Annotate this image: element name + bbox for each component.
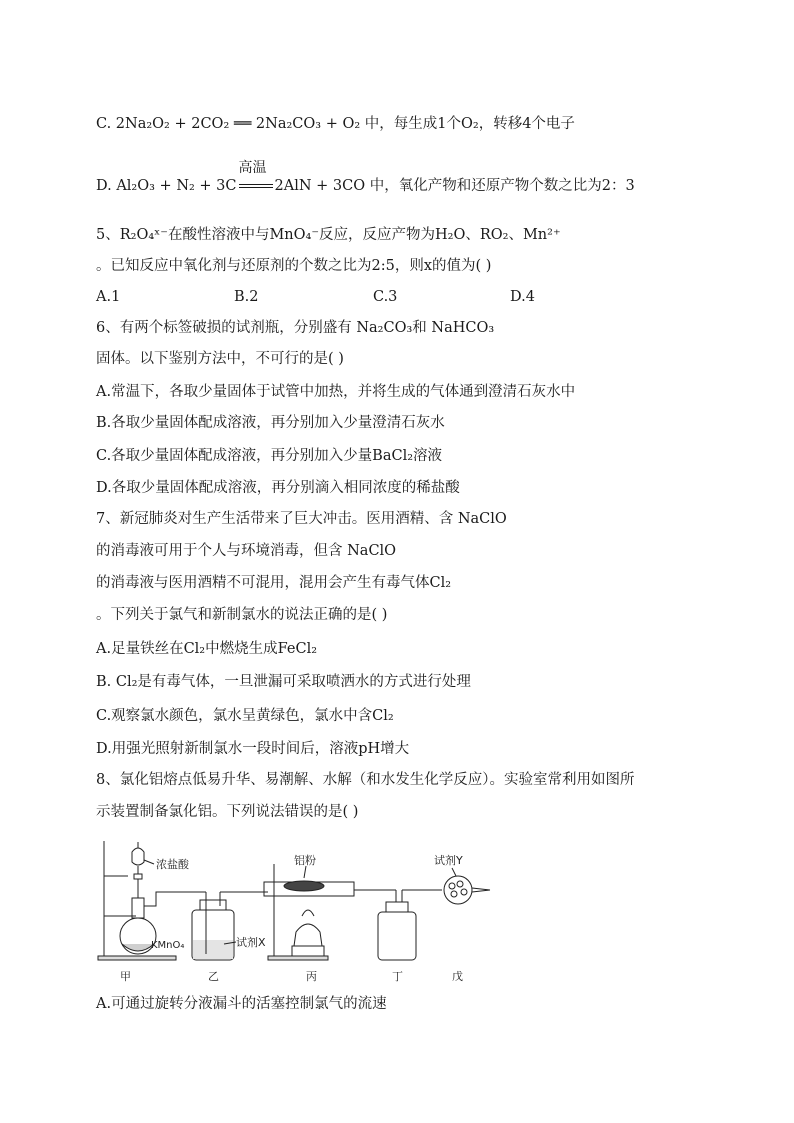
q6-option-d[interactable]: D.各取少量固体配成溶液，再分别滴入相同浓度的稀盐酸 — [96, 480, 460, 496]
collect-bottle — [378, 912, 416, 960]
reaction-condition: 高温 — [238, 160, 267, 176]
label-kmno4: KMnO₄ — [151, 940, 185, 951]
alcohol-lamp — [294, 924, 322, 946]
unit-label-jia: 甲 — [120, 970, 131, 983]
question-6-stem: 6、有两个标签破损的试剂瓶，分别盛有 Na₂CO₃和 NaHCO₃ — [96, 320, 495, 336]
question-5-stem: 5、R₂O₄ˣ⁻在酸性溶液中与MnO₄⁻反应，反应产物为H₂O、RO₂、Mn²⁺ — [96, 227, 561, 243]
option-d-products: 2AlN + 3CO 中，氧化产物和还原产物个数之比为2：3 — [274, 178, 635, 194]
q6-option-c[interactable]: C.各取少量固体配成溶液，再分别加入少量BaCl₂溶液 — [96, 448, 443, 464]
stand-base — [98, 956, 176, 960]
label-reagent-x: 试剂X — [236, 936, 266, 949]
option-c-line: C. 2Na₂O₂ + 2CO₂ ══ 2Na₂CO₃ + O₂ 中，每生成1个O₂，转移4个电子 — [96, 116, 575, 132]
separatory-funnel — [132, 848, 144, 865]
wash-bottle-cap — [200, 900, 226, 910]
q5-option-b[interactable]: B.2 — [234, 289, 259, 305]
label-hcl: 浓盐酸 — [156, 858, 189, 871]
unit-label-yi: 乙 — [208, 970, 219, 983]
q5-option-a[interactable]: A.1 — [96, 289, 121, 305]
collect-bottle-cap — [386, 902, 408, 912]
unit-label-wu: 戊 — [452, 970, 463, 983]
question-8-stem-cont: 示装置制备氯化铝。下列说法错误的是( ) — [96, 804, 359, 820]
unit-label-bing: 丙 — [306, 970, 317, 983]
q7-option-b[interactable]: B. Cl₂是有毒气体，一旦泄漏可采取喷洒水的方式进行处理 — [96, 674, 471, 690]
unit-label-ding: 丁 — [392, 970, 403, 983]
apparatus-figure — [96, 836, 496, 986]
q6-option-b[interactable]: B.各取少量固体配成溶液，再分别加入少量澄清石灰水 — [96, 415, 445, 431]
question-5-stem-cont: 。已知反应中氧化剂与还原剂的个数之比为2:5，则x的值为( ) — [96, 258, 492, 274]
question-8-stem: 8、氯化铝熔点低易升华、易潮解、水解（和水发生化学反应）。实验室常利用如图所 — [96, 772, 635, 788]
q7-option-c[interactable]: C.观察氯水颜色，氯水呈黄绿色，氯水中含Cl₂ — [96, 708, 394, 724]
label-al-powder: 铝粉 — [294, 854, 316, 867]
option-d-line — [96, 160, 635, 196]
q8-option-a[interactable]: A.可通过旋转分液漏斗的活塞控制氯气的流速 — [96, 996, 387, 1012]
question-7-stem-cont3: 。下列关于氯气和新制氯水的说法正确的是( ) — [96, 607, 388, 623]
question-6-stem-cont: 固体。以下鉴别方法中，不可行的是( ) — [96, 351, 344, 367]
drying-tube — [444, 876, 472, 904]
q6-option-a[interactable]: A.常温下，各取少量固体于试管中加热，并将生成的气体通到澄清石灰水中 — [96, 384, 576, 400]
q7-option-d[interactable]: D.用强光照射新制氯水一段时间后，溶液pH增大 — [96, 741, 410, 757]
reaction-arrow — [237, 160, 275, 196]
question-7-stem-cont2: 的消毒液与医用酒精不可混用，混用会产生有毒气体Cl₂ — [96, 575, 452, 591]
question-7-stem-cont: 的消毒液可用于个人与环境消毒，但含 NaClO — [96, 543, 397, 559]
q7-option-a[interactable]: A.足量铁丝在Cl₂中燃烧生成FeCl₂ — [96, 641, 318, 657]
label-reagent-y: 试剂Y — [434, 854, 463, 867]
q5-option-c[interactable]: C.3 — [373, 289, 398, 305]
question-7-stem: 7、新冠肺炎对生产生活带来了巨大冲击。医用酒精、含 NaClO — [96, 511, 507, 527]
q5-option-d[interactable]: D.4 — [510, 289, 535, 305]
option-d-reactants: D. Al₂O₃ + N₂ + 3C — [96, 178, 237, 194]
